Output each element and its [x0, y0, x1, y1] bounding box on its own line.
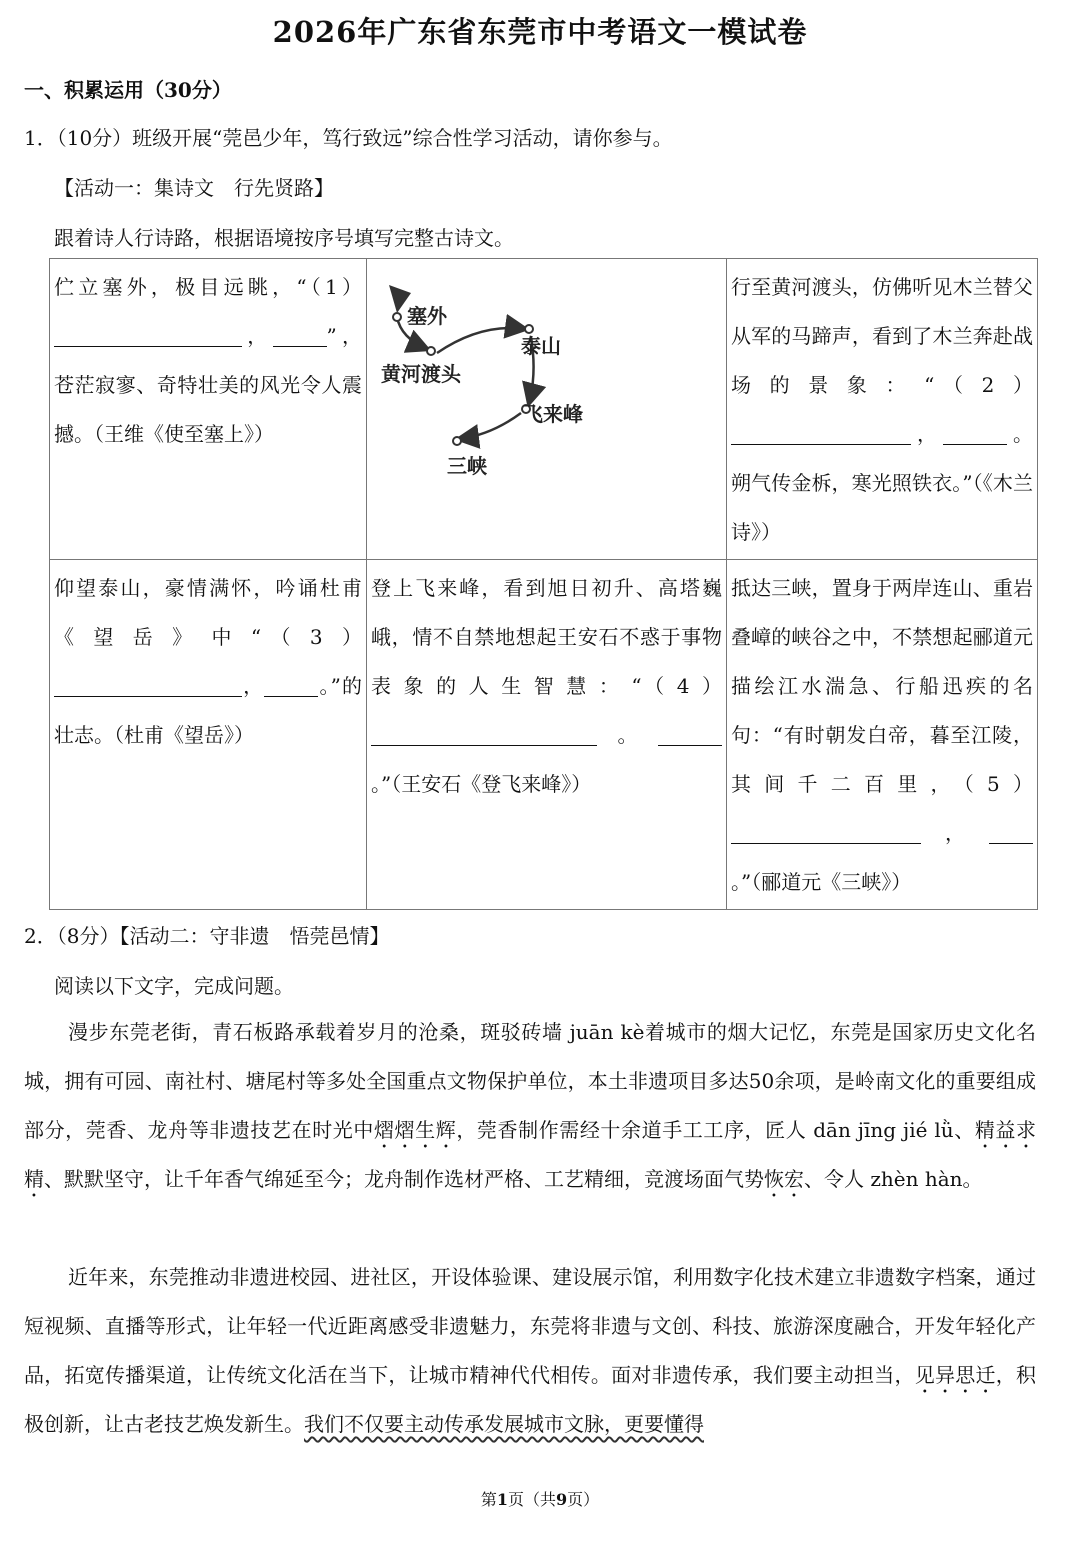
cell-4	[50, 560, 367, 910]
blank-2b[interactable]	[943, 418, 1007, 445]
stop-marker-3	[525, 325, 533, 333]
cell-5-text-c: 。”（王安石《登飞来峰》）	[371, 772, 592, 796]
map-label-saiwai: 塞外	[407, 304, 447, 328]
route-segment-4	[459, 413, 521, 439]
question-2-instruction: 阅读以下文字，完成问题。	[54, 974, 294, 998]
blank-4b[interactable]	[658, 719, 722, 746]
footer-post: 页）	[567, 1490, 600, 1509]
map-label-sanxia: 三峡	[447, 454, 487, 478]
blank-1b[interactable]	[273, 320, 327, 347]
p1-text-2: ，莞香制作需经十余道手工工序，匠人 dān jīng jié lǜ、	[456, 1118, 975, 1142]
footer-mid: 页（共	[507, 1490, 556, 1509]
cell-1-text-b: ，	[242, 324, 273, 348]
p2-text-2: ，积极创新，让古老技艺焕发新生。	[24, 1363, 1037, 1436]
activity-1-instruction: 跟着诗人行诗路，根据语境按序号填写完整古诗文。	[54, 226, 514, 250]
cell-4-text-a: 仰望泰山，豪情满怀，吟诵杜甫《望岳》中“（3）	[54, 576, 362, 649]
reading-paragraph-2	[24, 1253, 1036, 1449]
route-map-cell	[367, 259, 727, 560]
blank-5a[interactable]	[731, 817, 921, 844]
cell-3-text-b: ，	[911, 422, 943, 446]
question-1-intro: 1．（10分）班级开展“莞邑少年，笃行致远”综合性学习活动，请你参与。	[24, 126, 673, 150]
blank-1a[interactable]	[54, 320, 242, 347]
blank-5b[interactable]	[989, 817, 1033, 844]
cell-4-text-c: 。”的壮志。（杜甫《望岳》）	[54, 674, 362, 747]
p1-text-1: 漫步东莞老街，青石板路承载着岁月的沧桑，斑驳砖墙 juān kè着城市的烟大记忆，东莞是国家历史文化名城，拥有可园、南社村、塘尾村等多处全国重点文物保护单位，本土非遗项目多达50余项，是岭南文化的重要组成部分，莞香、龙舟等非遗技艺在时光中	[24, 1020, 1036, 1142]
cell-5-text-b: 。	[597, 723, 658, 747]
footer-pre: 第	[480, 1490, 497, 1509]
route-map	[371, 263, 722, 553]
route-segment-2	[437, 328, 525, 353]
activity-1-heading: 【活动一：集诗文 行先贤路】	[54, 176, 334, 200]
cell-6-text-b: ，	[921, 821, 989, 845]
map-label-taishan: 泰山	[521, 334, 561, 358]
stop-marker-1	[393, 313, 401, 321]
poetry-route-table	[49, 258, 1038, 910]
cell-3-text-c: 。朔气传金柝，寒光照铁衣。”（《木兰诗》）	[731, 422, 1033, 544]
section-heading: 一、积累运用（30分）	[24, 78, 232, 102]
page-number: 1	[496, 1490, 508, 1509]
cell-5	[367, 560, 727, 910]
cell-6	[727, 560, 1038, 910]
blank-4a[interactable]	[371, 719, 597, 746]
p1-text-3: 、默默坚守，让千年香气绵延至今；龙舟制作选材严格、工艺精细，竞渡场面气势	[44, 1167, 764, 1191]
p1-dotted-phrase-3: 恢宏	[764, 1167, 804, 1191]
page-footer	[0, 1487, 1080, 1510]
map-label-huanghe: 黄河渡头	[381, 362, 461, 386]
blank-2a[interactable]	[731, 418, 911, 445]
p1-text-4: 、令人 zhèn hàn。	[804, 1167, 983, 1191]
exam-title: 2026年广东省东莞市中考语文一模试卷	[272, 15, 808, 49]
blank-3b[interactable]	[264, 670, 318, 697]
map-label-feilaifeng: 飞来峰	[523, 402, 583, 426]
cell-3-text-a: 行至黄河渡头，仿佛听见木兰替父从军的马蹄声，看到了木兰奔赴战场的景象：“（2）	[731, 275, 1033, 397]
stop-marker-5	[453, 437, 461, 445]
cell-3	[727, 259, 1038, 560]
cell-1	[50, 259, 367, 560]
stop-marker-2	[427, 347, 435, 355]
cell-1-text-a: 伫立塞外，极目远眺，“（1）	[54, 275, 362, 299]
cell-6-text-a: 抵达三峡，置身于两岸连山、重岩叠嶂的峡谷之中，不禁想起郦道元描绘江水湍急、行船迅疾的名句：“有时朝发白帝，暮至江陵，其间千二百里，（5）	[731, 576, 1033, 796]
cell-5-text-a: 登上飞来峰，看到旭日初升、高塔巍峨，情不自禁地想起王安石不惑于事物表象的人生智慧：“（4）	[371, 576, 722, 698]
blank-3a[interactable]	[54, 670, 242, 697]
page-total: 9	[556, 1490, 568, 1509]
cell-1-text-c: ”，苍茫寂寥、奇特壮美的风光令人震撼。（王维《使至塞上》）	[54, 324, 362, 446]
p2-text-1: 近年来，东莞推动非遗进校园、进社区，开设体验课、建设展示馆，利用数字化技术建立非遗数字档案，通过短视频、直播等形式，让年轻一代近距离感受非遗魅力，东莞将非遗与文创、科技、旅游深度融合，开发年轻化产品，拓宽传播渠道，让传统文化活在当下，让城市精神代代相传。面对非遗传承，我们要主动担当，	[24, 1265, 1036, 1387]
p1-dotted-phrase-2: 精益求精	[24, 1118, 1037, 1191]
cell-4-text-b: ，	[242, 674, 265, 698]
p1-dotted-phrase-1: 熠熠生辉	[373, 1118, 457, 1142]
reading-paragraph-1	[24, 1008, 1036, 1204]
route-map-graphic	[371, 263, 723, 553]
cell-6-text-c: 。”（郦道元《三峡》）	[731, 870, 912, 894]
p2-dotted-phrase-1: 见异思迁	[914, 1363, 996, 1387]
question-2-intro: 2．（8分）【活动二：守非遗 悟莞邑情】	[24, 924, 390, 948]
p2-wavy-underlined-sentence: 我们不仅要主动传承发展城市文脉，更要懂得	[304, 1412, 704, 1436]
